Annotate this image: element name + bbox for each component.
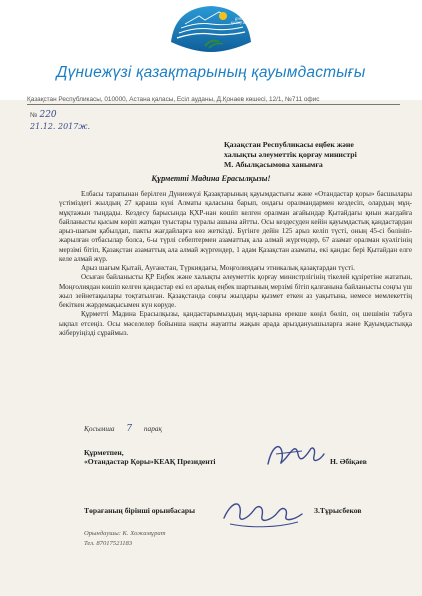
salutation: Құрметті Мадина Ерасылқызы! (151, 174, 271, 183)
signatory-name-deputy: З.Тұрысбеков (314, 506, 362, 515)
outgoing-number-value: 220 (39, 110, 57, 120)
signatory-position-president: «Отандастар Қоры»КЕАҚ Президенті (84, 457, 216, 466)
letter-body (59, 190, 412, 338)
executor-name: Орындаушы: К. Хожамұрат (84, 530, 166, 537)
outgoing-number (30, 110, 57, 120)
attachment-label: Қосымша (84, 424, 115, 433)
addressee-line: М. Абылқасымова ханымға (224, 160, 323, 169)
signatory-name-president: Н. Әбіқаев (330, 457, 367, 466)
signatory-position-deputy: Төрағаның бірінші орынбасары (84, 506, 196, 515)
organization-logo (165, 2, 257, 60)
body-paragraph: Құрметті Мадина Ерасылқызы, қандастарымыздың мұң-зарына ерекше көңіл бөліп, оң шешімін табуға ықпал етсеңіз. Осы мәселелер бойынша нақты жауапты жақын арада арыздануышыларға және Қауымдастыққа жіберуіңізді сұраймыз. (59, 310, 412, 337)
executor-phone: Тел. 87017521183 (84, 540, 133, 547)
addressee-block (224, 140, 409, 170)
attachment-note (84, 424, 162, 434)
addressee-line: Қазақстан Республикасы еңбек және (224, 140, 354, 149)
attachment-unit: парақ (143, 424, 162, 433)
outgoing-date-value: 21.12. 2017ж. (30, 122, 90, 131)
body-paragraph: Арыз шағым Қытай, Ауғанстан, Түркиядағы, Моңғолиядағы этникалық қазақтардан түсті. (81, 264, 355, 272)
outgoing-date (30, 122, 90, 131)
handwritten-signature (220, 494, 306, 532)
letterhead-divider (27, 104, 400, 105)
body-paragraph: Елбасы тарапынан берілген Дүниежүзі Қазақтарының қауымдастығы және «Отандастар қоры» басшылары үстіміздегі жылдың 27 қараша күні Алматы қаласына барып, ондағы оралмандармен кездесіп, олардың мұң-мұқтажын тыңдады. Кездесу барысында ҚХР-нан көшіп келген оралман ағайындар Қытайдағы қиын жағдайға байланысты қысым көріп жатқан туыстары туралы ашына айтты. Осы кездесуден кейін қауымдастық қандастардан арыз-шағым қабылдап, пакты жағдайларға көз жеткізді. Бүгінге дейін 125 арыз келіп түсті, оның 45-сі бөлініп-жарылған отбасылар болса, 6-ы түрлі себептермен азаматтық ала алмай жүргендер, 67 азамат оралман куәлігінің мерзімі бітіп, Қазақстан азаматтық ала алмай жүргендер, 1 адам Қазақстан азаматы, екі қандас бері Қытайдан елге келе алмай жүр. (59, 190, 412, 263)
organization-name: Дүниежүзі қазақтарының қауымдастығы (56, 64, 366, 81)
svg-text:ҚАЗАҚТАРЫНЫҢ: ҚАЗАҚТАРЫНЫҢ (231, 21, 257, 25)
logo-small-lettering: ДҮНИЕЖҮЗІ (235, 17, 254, 21)
addressee-line: халықты әлеуметтік қорғау министрі (224, 150, 357, 159)
outgoing-number-label: № (30, 112, 38, 119)
closing-phrase: Құрметпен, (84, 448, 124, 457)
handwritten-signature (262, 438, 328, 474)
attachment-count: 7 (126, 424, 133, 434)
organization-address: Қазақстан Республикасы, 010000, Астана қаласы, Есіл ауданы, Д.Қонаев көшесі, 12/1, №711 офис (27, 96, 320, 103)
body-paragraph: Осыған байланысты ҚР Еңбек және халықты әлеуметтік қорғау министрлігінің тікелей құзіретіне жататын, Моңғолиядан көшіп келген қандастар екі ел аралық еңбек шартының мерзімі бітіп қалғанына байланысты соңғы үш жыл зейнетақылары тоқтатылған. Қазақстанда соңғы жылдары қызмет еткен аз уақытына, немесе мемлекеттің бекіткен жәрдемақысымен күн көруде. (59, 273, 412, 309)
